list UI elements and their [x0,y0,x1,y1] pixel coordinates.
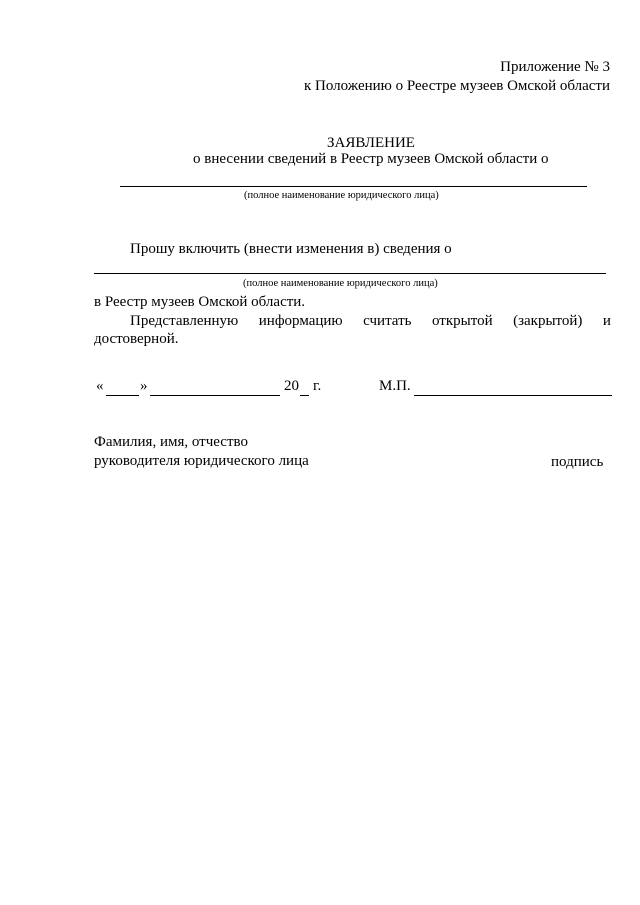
entity-name-caption-1: (полное наименование юридического лица) [244,190,439,201]
head-position-label: руководителя юридического лица [94,453,309,469]
entity-name-field-1[interactable] [120,186,587,187]
date-open-quote: « [96,378,104,394]
info-word: и [602,313,611,329]
year-field[interactable] [300,395,309,396]
entity-name-field-2[interactable] [94,273,606,274]
document-subtitle: о внесении сведений в Реестр музеев Омской области о [193,151,549,167]
signature-label: подпись [551,454,604,470]
request-text: Прошу включить (внести изменения в) сведения о [130,241,452,257]
info-word: открытой [431,313,493,329]
day-field[interactable] [106,395,139,396]
info-word: считать [363,313,412,329]
year-suffix: г. [313,378,322,394]
head-name-label: Фамилия, имя, отчество [94,434,248,450]
appendix-number: Приложение № 3 [500,59,610,75]
info-word: информацию [258,313,343,329]
appendix-reference: к Положению о Реестре музеев Омской области [304,78,610,94]
info-word: (закрытой) [513,313,583,329]
info-word: Представленную [130,313,239,329]
year-prefix: 20 [284,378,299,394]
date-close-quote: » [140,378,148,394]
entity-name-caption-2: (полное наименование юридического лица) [243,278,438,289]
stamp-signature-field[interactable] [414,395,612,396]
registry-text: в Реестр музеев Омской области. [94,294,306,310]
info-statement-end: достоверной. [94,331,179,347]
stamp-label: М.П. [379,378,411,394]
info-statement [130,313,611,330]
document-title: ЗАЯВЛЕНИЕ [327,135,415,151]
month-field[interactable] [150,395,280,396]
